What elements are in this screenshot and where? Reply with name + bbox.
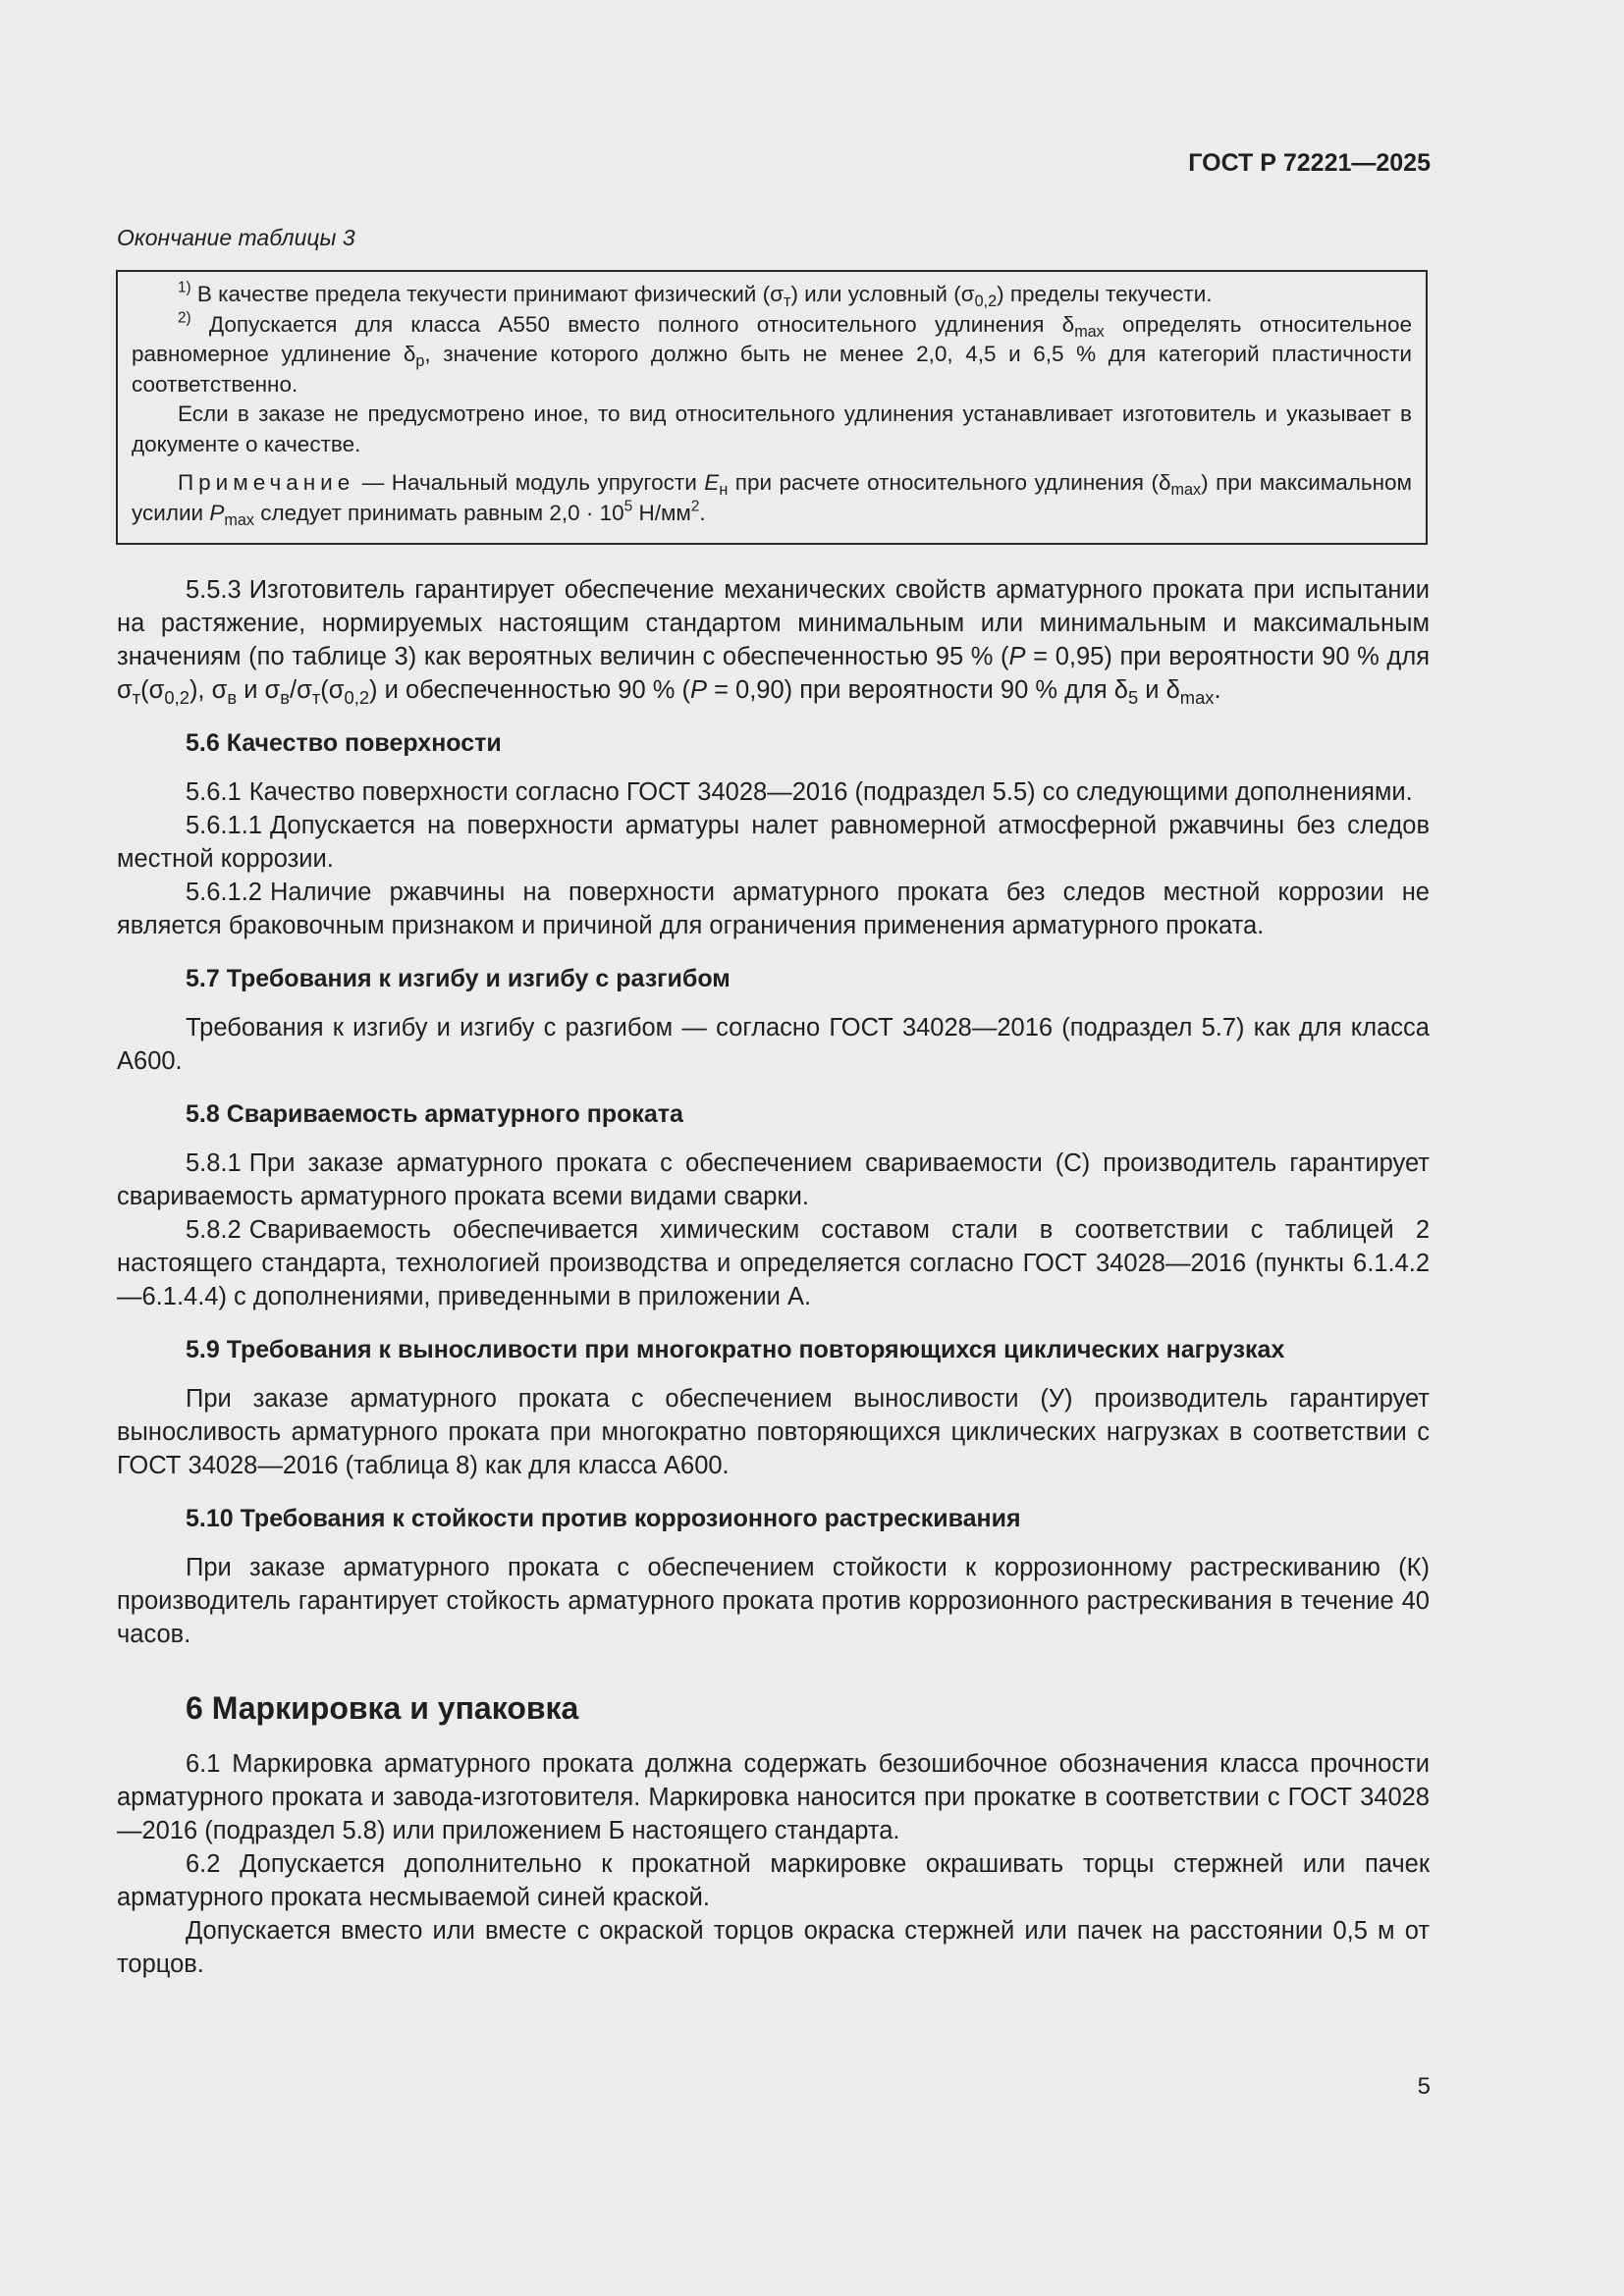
table-continuation-label: Окончание таблицы 3 xyxy=(117,225,355,250)
footnote-1: $^{1)}$ В качестве предела текучести принимают физический $(\sigma_т)$ или условный $(\sigma_{0,2})$ пределы текучести. xyxy=(178,279,1213,311)
section-5-8-heading: 5.8 Свариваемость арматурного проката xyxy=(186,1100,683,1128)
footnote-2-extra: Если в заказе не предусмотрено иное, то вид относительного удлинения устанавливает изготовитель и указывает в документе о качестве. xyxy=(132,401,1412,456)
section-6-heading: 6 Маркировка и упаковка xyxy=(186,1690,579,1726)
section-5-6-heading: 5.6 Качество поверхности xyxy=(186,729,502,757)
table-notes-box xyxy=(116,270,1428,545)
paragraph-5-5-3: 5.5.3 Изготовитель гарантирует обеспечение механических свойств арматурного проката при испытании на растяжение, нормируемых настоящим стандартом минимальным или минимальным и максимальным значениям (по таблице 3) как вероятных величин с обеспеченностью 95 % (P = 0,95) при вероятности 90 % для $\sigma_т(\sigma_{0,2})$, $\sigma_в$ и $\sigma_в/\sigma_т(\sigma_{0,2})$ и обеспеченностью 90 % (P = 0,90) при вероятности 90 % для $\delta_5$ и $\delta_{max}$. xyxy=(117,576,1431,708)
paragraph-5-6-1: 5.6.1 Качество поверхности согласно ГОСТ 34028—2016 (подраздел 5.5) со следующими дополнениями. xyxy=(186,778,1413,806)
document-body xyxy=(117,573,1430,1981)
note-label: Примечание xyxy=(178,470,355,495)
paragraph-5-7: Требования к изгибу и изгибу с разгибом — согласно ГОСТ 34028—2016 (подраздел 5.7) как для класса А600. xyxy=(117,1014,1430,1075)
paragraph-5-8-1: 5.8.1 При заказе арматурного проката с обеспечением свариваемости (С) производитель гарантирует свариваемость арматурного проката всеми видами сварки. xyxy=(117,1149,1430,1210)
paragraph-6-2: 6.2 Допускается дополнительно к прокатной маркировке окрашивать торцы стержней или пачек арматурного проката несмываемой синей краской. xyxy=(117,1850,1430,1911)
footnote-2: $^{2)}$ Допускается для класса А550 вместо полного относительного удлинения $\delta_{max}$ определять относительное равномерное удлинение $\delta_р$, значение которого должно быть не менее 2,0, 4,5 и 6,5 % для категорий пластичности соответственно. xyxy=(132,309,1412,397)
section-5-7-heading: 5.7 Требования к изгибу и изгибу с разгибом xyxy=(186,965,731,992)
section-5-9-heading: 5.9 Требования к выносливости при многократно повторяющихся циклических нагрузках xyxy=(186,1336,1285,1363)
paragraph-6-2-extra: Допускается вместо или вместе с окраской торцов окраска стержней или пачек на расстоянии 0,5 м от торцов. xyxy=(117,1917,1430,1978)
paragraph-5-6-1-1: 5.6.1.1 Допускается на поверхности арматуры налет равномерной атмосферной ржавчины без следов местной коррозии. xyxy=(117,812,1430,873)
paragraph-5-6-1-2: 5.6.1.2 Наличие ржавчины на поверхности арматурного проката без следов местной коррозии не является браковочным признаком и причиной для ограничения применения арматурного проката. xyxy=(117,879,1430,939)
paragraph-5-8-2: 5.8.2 Свариваемость обеспечивается химическим составом стали в соответствии с таблицей 2 настоящего стандарта, технологией производства и определяется согласно ГОСТ 34028—2016 (пункты 6.1.4.2—6.1.4.4) с дополнениями, приведенными в приложении А. xyxy=(117,1216,1430,1310)
paragraph-6-1: 6.1 Маркировка арматурного проката должна содержать безошибочное обозначения класса прочности арматурного проката и завода-изготовителя. Маркировка наносится при прокатке в соответствии с ГОСТ 34028—2016 (подраздел 5.8) или приложением Б настоящего стандарта. xyxy=(117,1750,1430,1844)
page-number: 5 xyxy=(1417,2073,1431,2100)
paragraph-5-9: При заказе арматурного проката с обеспечением выносливости (У) производитель гарантирует выносливость арматурного проката при многократно повторяющихся циклических нагрузках в соответствии с ГОСТ 34028—2016 (таблица 8) как для класса А600. xyxy=(117,1385,1430,1479)
section-5-10-heading: 5.10 Требования к стойкости против коррозионного растрескивания xyxy=(186,1505,1021,1532)
page-header-standard-id: ГОСТ Р 72221—2025 xyxy=(1188,149,1431,177)
paragraph-5-10: При заказе арматурного проката с обеспечением стойкости к коррозионному растрескиванию (К) производитель гарантирует стойкость арматурного проката против коррозионного растрескивания в течение 40 часов. xyxy=(117,1554,1430,1648)
table-note: Примечание — Начальный модуль упругости $E_н$ при расчете относительного удлинения $(\delta_{max})$ при максимальном усилии $P_{max}$ следует принимать равным $2,0 \cdot 10^5$ $Н/мм^2$. xyxy=(132,470,1413,529)
